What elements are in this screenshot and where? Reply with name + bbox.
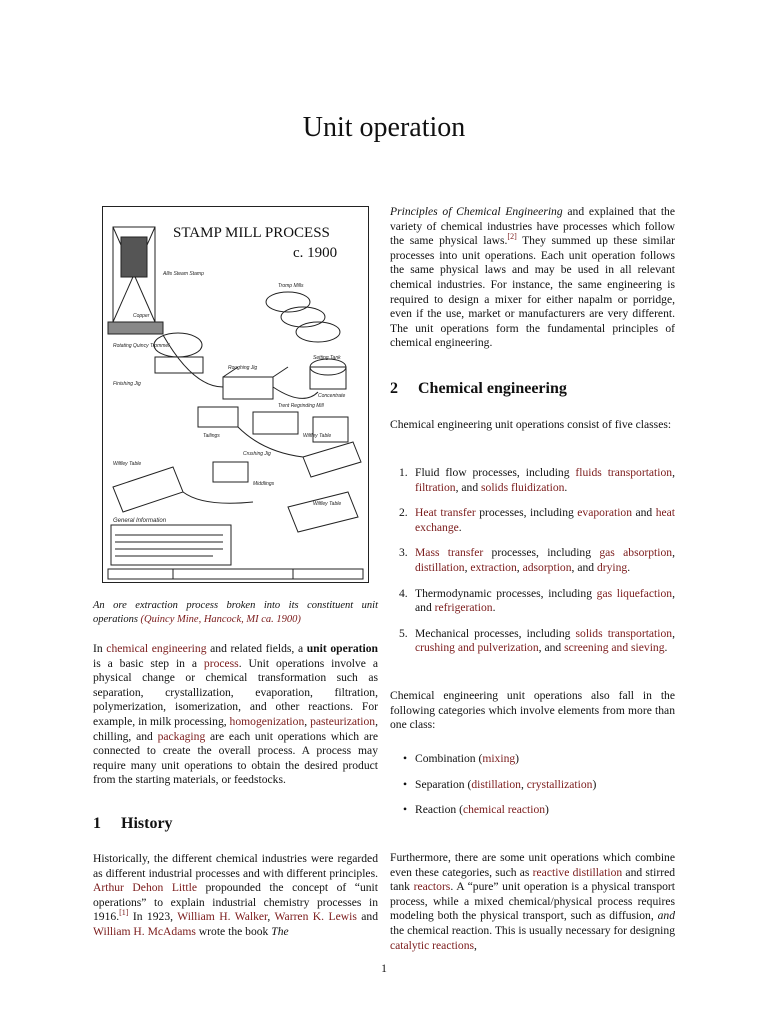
stamp-mill-figure — [102, 206, 369, 583]
text: ) — [515, 752, 520, 765]
text: , — [672, 546, 675, 560]
link-chemical-reaction[interactable]: chemical reaction — [462, 803, 546, 817]
text: are each unit operations which are connected to create the overall process. A process may require many unit operations to obtain the desired product from the starting materials, or feedstocks. — [93, 729, 379, 787]
bullet-icon: • — [403, 752, 408, 765]
list-item — [399, 546, 675, 575]
list-marker: 5. — [399, 626, 408, 640]
text: . A “pure” unit operation is a physical transport process, while a mixed chemical/physical process requires modeling both the physical transport, such as diffusion, — [390, 880, 675, 923]
link-william-mcadams[interactable]: William H. McAdams — [93, 924, 196, 938]
section-title: Chemical engineering — [418, 380, 567, 397]
figure-caption — [93, 599, 378, 627]
text: , — [267, 910, 275, 924]
link-packaging[interactable]: packaging — [157, 729, 206, 743]
text: Thermodynamic processes, including — [415, 586, 597, 600]
categories-paragraph: Chemical engineering unit operations also fall in the following categories which involve elements from more than one class: — [390, 689, 675, 732]
text: processes, including — [483, 546, 600, 560]
link-solids-fluidization[interactable]: solids fluidization — [481, 480, 565, 494]
text: Separation ( — [415, 777, 472, 791]
text: . Unit operations involve a physical change or chemical transformation such as separation, crystallization, evaporation, filtration, polymerization, isomerization, and other reactions. For example, in milk processing, — [93, 656, 378, 728]
link-heat-exchange[interactable]: heat exchange — [415, 506, 675, 534]
label-concentrate: Concentrate — [318, 393, 346, 399]
link-distillation-2[interactable]: distillation — [471, 777, 521, 791]
link-solids-transportation[interactable]: solids transportation — [575, 626, 673, 640]
text: Historically, the different chemical industries were regarded as different industrial processes and with different principles. — [93, 852, 378, 880]
text: . — [492, 601, 496, 615]
link-catalytic-reactions[interactable]: catalytic reactions — [390, 938, 475, 952]
list-marker: 4. — [399, 586, 408, 600]
text: In — [93, 642, 107, 655]
link-distillation[interactable]: distillation — [415, 560, 465, 574]
link-filtration[interactable]: filtration — [415, 480, 456, 494]
text: , — [520, 777, 527, 791]
link-evaporation[interactable]: evaporation — [577, 506, 633, 520]
label-allis-steam-stamp: Allis Steam Stamp — [163, 271, 204, 277]
label-wilfley-table-1: Wilfley Table — [303, 433, 332, 439]
text: , and — [538, 641, 565, 655]
text: , chilling, and — [93, 714, 378, 743]
link-crushing-pulverization[interactable]: crushing and pulverization — [415, 641, 539, 655]
list-marker: 1. — [399, 466, 408, 479]
ref-1[interactable]: [1] — [119, 908, 129, 918]
category-list — [403, 752, 675, 818]
text: . — [664, 641, 668, 655]
label-wilfley-table-2: Wilfley Table — [113, 461, 142, 467]
link-refrigeration[interactable]: refrigeration — [434, 601, 493, 615]
link-fluids-transportation[interactable]: fluids transportation — [575, 466, 673, 479]
label-tromp-mills: Tromp Mills — [278, 283, 304, 289]
link-reactors[interactable]: reactors — [413, 880, 451, 894]
section-number: 1 — [93, 815, 101, 832]
link-adsorption[interactable]: adsorption — [522, 560, 572, 574]
text: Furthermore, there are some unit operations which combine even these categories, such as — [390, 851, 675, 879]
list-marker: 3. — [399, 546, 408, 560]
list-item — [403, 777, 675, 793]
chemical-engineering-heading — [390, 380, 567, 398]
text: , — [304, 714, 311, 728]
emphasis-and: and — [657, 909, 675, 923]
text: They summed up these similar processes into unit operations. Each unit operation follows the same physical laws and may be used in all relevant chemical industries. For instance, the same engineering is required to design a mixer for either napalm or porridge, even if the use, market or manufacturers are very different. The unit operations form the fundamental principles of chemical engineering. — [390, 234, 675, 350]
text: and — [632, 506, 656, 520]
text: , and — [415, 586, 676, 615]
text: , and — [571, 560, 597, 574]
list-item — [399, 626, 676, 656]
link-reactive-distillation[interactable]: reactive distillation — [532, 865, 623, 879]
text: In 1923, — [128, 910, 178, 924]
link-homogenization[interactable]: homogenization — [229, 714, 305, 728]
text: , and — [455, 480, 482, 494]
poster-year: c. 1900 — [293, 245, 338, 261]
text: , — [474, 938, 477, 952]
text: Reaction ( — [415, 803, 463, 817]
classes-intro: Chemical engineering unit operations consist of five classes: — [390, 418, 672, 431]
label-crushing-jig: Crushing Jig — [243, 451, 271, 457]
page-number: 1 — [381, 962, 387, 975]
link-process[interactable]: process — [203, 656, 239, 670]
caption-link[interactable]: (Quincy Mine, Hancock, MI ca. 1900) — [140, 614, 301, 625]
label-wilfley-table-3: Wilfley Table — [313, 501, 342, 507]
link-gas-liquefaction[interactable]: gas liquefaction — [596, 586, 673, 600]
link-mixing[interactable]: mixing — [482, 752, 516, 765]
link-drying[interactable]: drying — [596, 560, 628, 574]
section-title: History — [121, 815, 173, 832]
list-item — [399, 466, 676, 495]
link-william-walker[interactable]: William H. Walker — [177, 910, 268, 924]
text: ) — [592, 777, 597, 791]
link-mass-transfer[interactable]: Mass transfer — [415, 546, 484, 560]
poster-title: STAMP MILL PROCESS — [173, 225, 330, 241]
text: Fluid flow processes, including — [415, 466, 576, 479]
bullet-icon: • — [403, 777, 408, 791]
link-chemical-engineering[interactable]: chemical engineering — [106, 642, 207, 655]
term-unit-operation: unit operation — [306, 642, 379, 655]
text: , — [672, 466, 676, 479]
text: and — [356, 910, 379, 924]
link-screening-sieving[interactable]: screening and sieving — [564, 641, 665, 655]
label-finishing-jig: Finishing Jig — [113, 381, 141, 387]
bullet-icon: • — [403, 803, 408, 817]
list-item — [399, 586, 676, 616]
text: , — [464, 560, 471, 574]
text: . — [627, 560, 631, 574]
history-heading — [93, 815, 173, 833]
text: , — [672, 626, 676, 640]
label-middlings: Middlings — [253, 481, 275, 487]
ref-2[interactable]: [2] — [507, 232, 517, 242]
text: wrote the book — [195, 924, 272, 938]
text: ) — [545, 803, 549, 817]
book-title: Principles of Chemical Engineering — [390, 205, 563, 218]
text: , — [516, 560, 523, 574]
page-title: Unit operation — [302, 112, 466, 143]
link-crystallization[interactable]: crystallization — [526, 777, 593, 791]
link-warren-lewis[interactable]: Warren K. Lewis — [274, 910, 357, 924]
text: Mechanical processes, including — [415, 626, 576, 640]
text: . — [564, 480, 568, 494]
label-settling-tank: Setting Tank — [313, 355, 341, 361]
link-arthur-dehon-little[interactable]: Arthur Dehon Little — [93, 881, 197, 895]
section-number: 2 — [390, 380, 398, 397]
label-copper: Copper — [133, 313, 150, 319]
link-heat-transfer[interactable]: Heat transfer — [415, 506, 476, 520]
list-item — [403, 752, 675, 767]
stamp-mill-drawing — [103, 207, 368, 582]
label-tailings: Tailings — [203, 433, 220, 439]
unit-operation-classes — [399, 466, 676, 656]
label-general-information: General Information — [113, 518, 167, 524]
list-item — [403, 803, 675, 818]
text: is a basic step in a — [93, 656, 204, 670]
text: Combination ( — [415, 752, 483, 765]
label-trent-mill: Trent Regrinding Mill — [278, 403, 324, 409]
text: and related fields, a — [206, 642, 307, 655]
furthermore-paragraph — [390, 851, 675, 953]
list-marker: 2. — [399, 506, 408, 520]
list-item — [399, 506, 675, 535]
text: and explained that the variety of chemical industries have processes which follow the same physical laws. — [390, 205, 675, 248]
text: processes, including — [475, 506, 578, 520]
intro-paragraph — [93, 642, 378, 788]
label-roughing-jig: Roughing Jig — [228, 365, 258, 371]
label-rotating-trommel: Rotating Quincy Trommel — [113, 343, 170, 349]
text: . — [458, 520, 462, 534]
principles-paragraph — [390, 205, 675, 351]
caption-text: An ore extraction process broken into its constituent unit operations — [93, 600, 378, 625]
book-title-start: The — [271, 924, 289, 938]
text: propounded the concept of “unit operations” to explain industrial chemistry processes in 1916. — [93, 881, 378, 924]
text: and stirred tank — [390, 865, 676, 894]
text: the chemical reaction. This is usually necessary for designing — [390, 923, 675, 937]
history-paragraph — [93, 852, 378, 940]
link-pasteurization[interactable]: pasteurization — [310, 714, 376, 728]
link-extraction[interactable]: extraction — [470, 560, 517, 574]
link-gas-absorption[interactable]: gas absorption — [599, 546, 673, 560]
